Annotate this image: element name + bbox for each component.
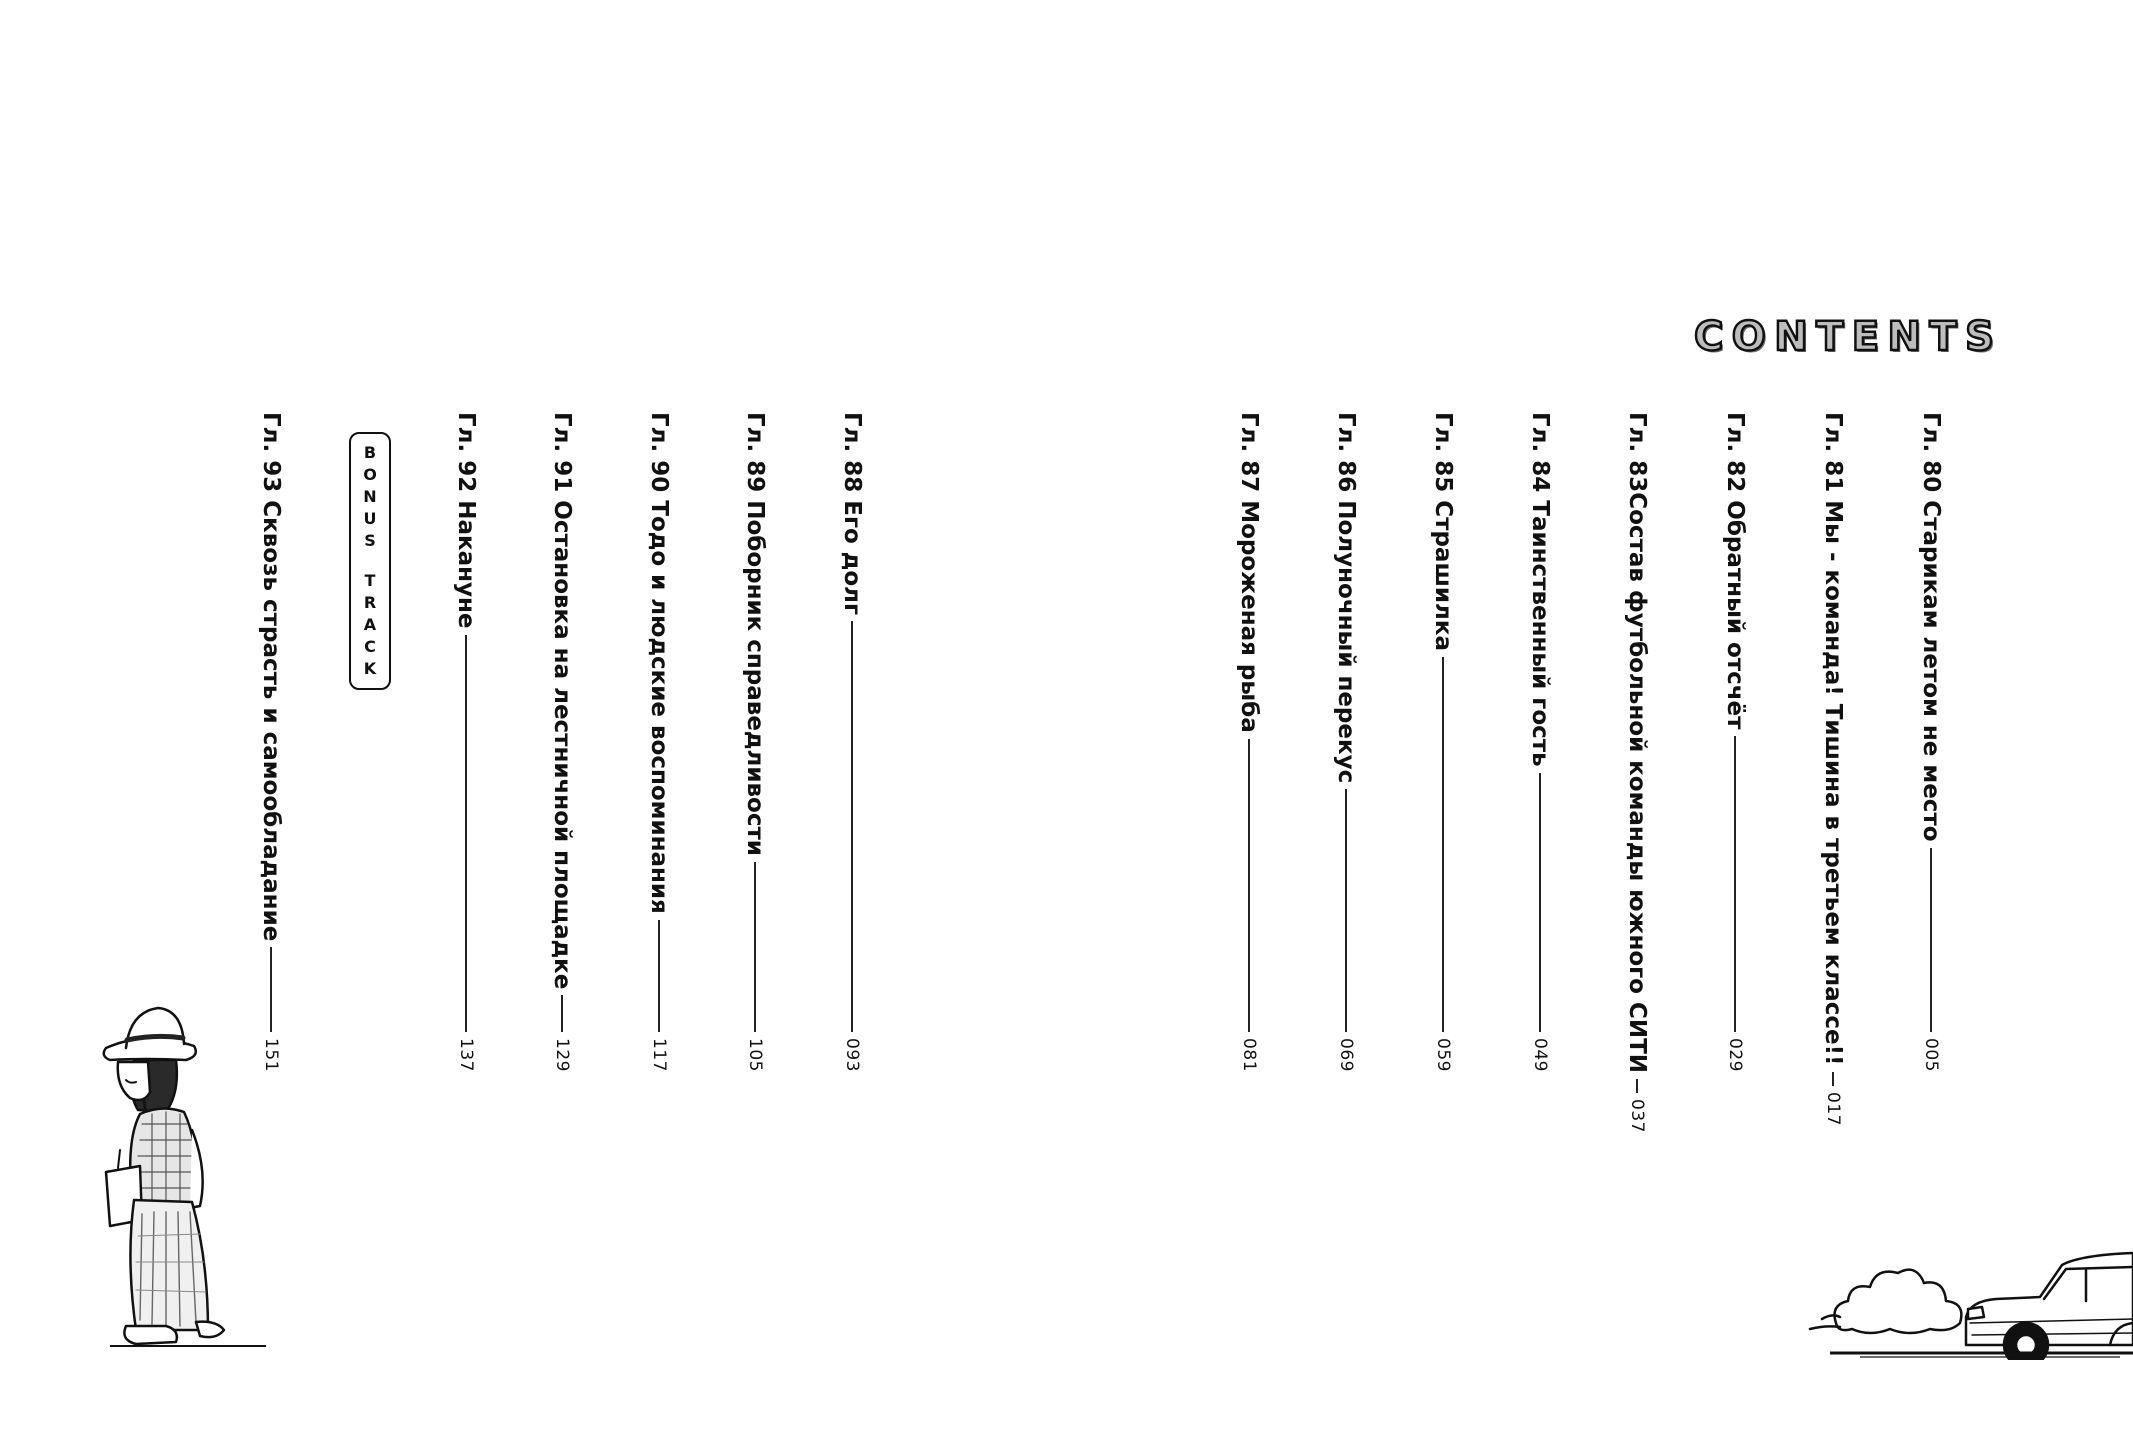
car-illustration	[1800, 1205, 2133, 1360]
heading-letter: N	[1887, 314, 1921, 360]
heading-letter: T	[1929, 314, 1957, 360]
leader-line	[1636, 1079, 1638, 1093]
badge-letter: T	[364, 571, 376, 590]
badge-letter: N	[363, 487, 377, 506]
heading-letter: N	[1774, 314, 1808, 360]
heading-letter: C	[1694, 314, 1724, 360]
leader-line	[1248, 739, 1250, 1032]
leader-line	[1442, 657, 1444, 1032]
leader-line	[1734, 736, 1736, 1033]
leader-line	[1930, 848, 1932, 1032]
chapter-title: Гл. 87 Мороженая рыба	[1236, 412, 1262, 733]
toc-entry[interactable]	[1622, 412, 1652, 1133]
heading-letter: S	[1965, 314, 1994, 360]
toc-entry[interactable]	[1818, 412, 1848, 1126]
bonus-word	[363, 442, 377, 552]
badge-letter: C	[364, 637, 376, 656]
badge-letter: R	[363, 593, 377, 612]
chapter-title: Гл. 84 Таинственный гость	[1527, 412, 1553, 767]
page-number: 029	[1725, 1038, 1745, 1072]
page-number: 137	[456, 1038, 476, 1072]
page-number: 093	[842, 1038, 862, 1072]
leader-line	[1832, 1072, 1834, 1086]
chapter-title: Гл. 80 Старикам летом не место	[1918, 412, 1944, 842]
page-number: 059	[1433, 1038, 1453, 1072]
page-number: 117	[649, 1038, 669, 1072]
leader-line	[465, 635, 467, 1033]
leader-line	[1345, 789, 1347, 1032]
toc-entry[interactable]	[1525, 412, 1555, 1072]
heading-letter: O	[1731, 314, 1766, 360]
toc-entry[interactable]	[1720, 412, 1750, 1072]
badge-letter: S	[364, 531, 376, 550]
chapter-title: Гл. 91 Остановка на лестничной площадке	[549, 412, 575, 990]
chapter-title: Гл. 82 Обратный отсчёт	[1722, 412, 1748, 730]
page-number: 129	[552, 1038, 572, 1072]
chapter-title: Гл. 86 Полуночный перекус	[1333, 412, 1359, 784]
toc-entry[interactable]	[1428, 412, 1458, 1072]
toc-entry[interactable]	[644, 412, 674, 1072]
leader-line	[658, 920, 660, 1032]
leader-line	[754, 862, 756, 1032]
chapter-title: Гл. 81 Мы - команда! Тишина в третьем классе!!	[1820, 412, 1846, 1066]
chapter-title: Гл. 90 Тодо и людские воспоминания	[646, 412, 672, 914]
toc-entry[interactable]	[1331, 412, 1361, 1072]
bonus-track-badge	[349, 432, 391, 690]
chapter-title: Гл. 89 Поборник справедливости	[742, 412, 768, 856]
page-number: 017	[1823, 1091, 1843, 1126]
heading-letter: E	[1851, 314, 1880, 360]
badge-letter: B	[363, 443, 377, 462]
leader-line	[851, 621, 853, 1032]
girl-walking-illustration	[96, 1000, 276, 1350]
toc-entry[interactable]	[547, 412, 577, 1072]
toc-entry[interactable]	[740, 412, 770, 1072]
leader-line	[561, 995, 563, 1032]
contents-heading	[1694, 316, 1994, 358]
page-number: 005	[1921, 1038, 1941, 1072]
toc-entry[interactable]	[451, 412, 481, 1072]
page-number: 151	[261, 1038, 281, 1072]
chapter-title: Гл. 92 Накануне	[453, 412, 479, 629]
badge-letter: K	[363, 659, 377, 678]
badge-letter: U	[363, 509, 377, 528]
page-number: 069	[1336, 1038, 1356, 1072]
page-number: 105	[745, 1038, 765, 1072]
chapter-title: Гл. 83Состав футбольной команды южного СИТИ	[1624, 412, 1650, 1074]
toc-entry[interactable]	[1916, 412, 1946, 1072]
toc-entry[interactable]	[1234, 412, 1264, 1072]
page-number: 081	[1239, 1038, 1259, 1072]
heading-letter: T	[1816, 314, 1844, 360]
leader-line	[1539, 773, 1541, 1032]
track-word	[364, 570, 376, 680]
chapter-title: Гл. 85 Страшилка	[1430, 412, 1456, 651]
page-number: 049	[1530, 1038, 1550, 1072]
badge-letter: O	[363, 465, 377, 484]
page-number: 037	[1627, 1099, 1647, 1133]
toc-entry[interactable]	[256, 412, 286, 1072]
chapter-title: Гл. 93 Сквозь страсть и самообладание	[258, 412, 284, 942]
chapter-title: Гл. 88 Его долг	[839, 412, 865, 616]
badge-letter: A	[363, 615, 377, 634]
toc-entry[interactable]	[837, 412, 867, 1072]
